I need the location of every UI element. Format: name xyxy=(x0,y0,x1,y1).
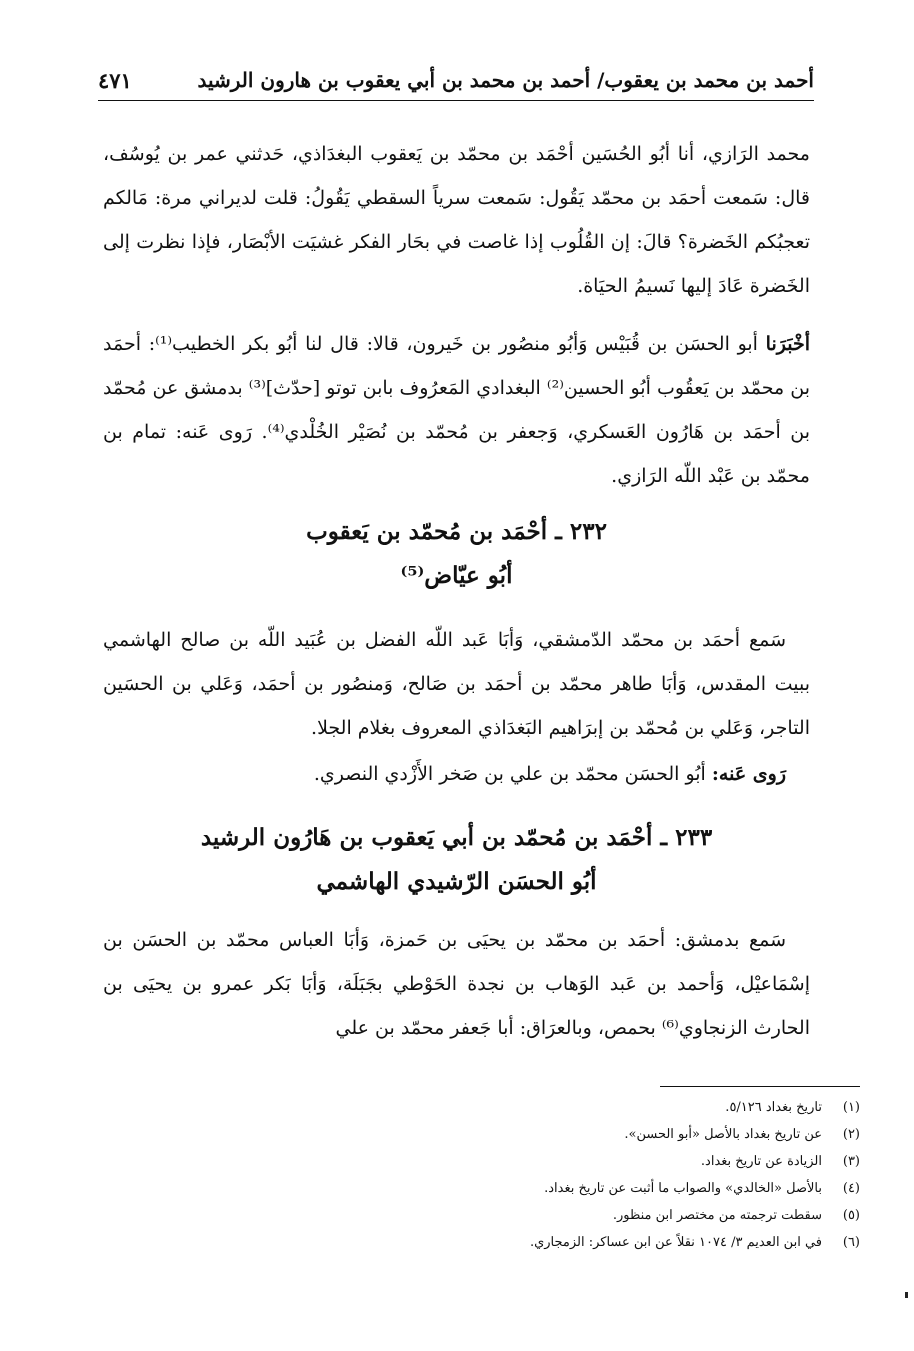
riwaya-text: أبُو الحسَن محمّد بن علي بن صَخر الأَزْدي النصري. xyxy=(313,763,706,785)
entry-233-subtitle: أبُو الحسَن الرّشيدي الهاشمي xyxy=(316,868,597,895)
entry-232-body xyxy=(103,618,810,750)
header-rule xyxy=(98,100,814,101)
entry-232-riwaya xyxy=(103,752,810,796)
akhbarana-paragraph-block xyxy=(103,322,810,498)
footnote-text: الزيادة عن تاريخ بغداد. xyxy=(700,1154,822,1169)
footnotes xyxy=(180,1094,860,1256)
entry-232-paragraph: سَمع أحمَد بن محمّد الدّمشقي، وَأبَا عَبد اللّه الفضل بن عُبَيد اللّه بن صالح الهاشمي ببيت المقدس، وَأبَا طاهر محمّد بن أحمَد بن صَالح، وَمنصُور بن أحمَد، وَعَلي بن الحسَين التاجر، وَعَلي بن مُحمّد بن إبرَاهيم البَغدَاذي المعروف بغلام الجلا. xyxy=(103,629,810,739)
footnote-item xyxy=(180,1121,860,1148)
running-header-title: أحمد بن محمد بن يعقوب/ أحمد بن محمد بن أبي يعقوب بن هارون الرشيد xyxy=(197,68,814,92)
footnote-text: سقطت ترجمته من مختصر ابن منظور. xyxy=(612,1208,822,1223)
footnote-number: (٢) xyxy=(842,1127,860,1142)
top-paragraph-block xyxy=(103,132,810,308)
entry-232-title: ٢٣٢ ـ أحْمَد بن مُحمّد بن يَعقوب xyxy=(306,518,607,545)
entry-232-subtitle: أبُو عيّاض⁽⁵⁾ xyxy=(400,562,513,589)
running-header xyxy=(98,66,814,102)
scan-edge-mark xyxy=(905,1292,908,1298)
footnote-text: تاريخ بغداد ٥/١٢٦. xyxy=(725,1100,822,1115)
footnote-item xyxy=(180,1148,860,1175)
footnote-rule xyxy=(660,1086,860,1087)
footnote-item xyxy=(180,1175,860,1202)
akhbarana-text: أبو الحسَن بن قُبَيْس وَأبُو منصُور بن خَيرون، قالا: قال لنا أبُو بكر الخطيب⁽¹⁾: أحمَد بن محمّد بن يَعقُوب أبُو الحسين⁽²⁾ البغدادي المَعرُوف بابن توتو [حدّث]⁽³⁾ بدمشق عن مُحمّد بن أحمَد بن هَارُون العَسكري، وَجعفر بن مُحمّد بن نُصَيْر الخُلْدي⁽⁴⁾. رَوى عَنه: تمام بن محمّد بن عَبْد اللّه الرَازي. xyxy=(103,333,810,487)
footnote-text: في ابن العديم ٣/ ١٠٧٤ نقلاً عن ابن عساكر: الزمجاري. xyxy=(529,1235,822,1250)
akhbarana-paragraph xyxy=(103,322,810,498)
top-paragraph: محمد الرَازي، أنا أبُو الحُسَين أحْمَد بن محمّد بن يَعقوب البغدَاذي، حَدثني عمر بن يُوسُف، قال: سَمعت أحمَد بن محمّد يَقُول: سَمعت سرياً السقطي يَقُولُ: قلت لديراني مرة: مَالكم تعجبُكم الخَضرة؟ قالَ: إن القُلُوب إذا غاصت في بحَار الفكر غشيَت الأبْصَار، فإذا نظرت إلى الخَضرة عَادَ إليها نَسيمُ الحيَاة. xyxy=(103,143,810,297)
entry-233-title: ٢٣٣ ـ أحْمَد بن مُحمّد بن أبي يَعقوب بن هَارُون الرشيد xyxy=(200,824,713,851)
footnote-text: عن تاريخ بغداد بالأصل «أبو الحسن». xyxy=(624,1127,822,1142)
footnote-item xyxy=(180,1202,860,1229)
riwaya-keyword: رَوى عَنه: xyxy=(711,763,786,785)
entry-233-body xyxy=(103,918,810,1050)
footnote-number: (٤) xyxy=(842,1181,860,1196)
page-number: ٤٧١ xyxy=(98,68,132,93)
footnote-number: (١) xyxy=(842,1100,860,1115)
footnote-number: (٥) xyxy=(842,1208,860,1223)
akhbarana-keyword: أخْبَرَنا xyxy=(765,333,810,355)
footnote-number: (٣) xyxy=(842,1154,860,1169)
footnote-item xyxy=(180,1094,860,1121)
footnote-number: (٦) xyxy=(842,1235,860,1250)
footnote-item xyxy=(180,1229,860,1256)
entry-232-riwaya-block xyxy=(103,752,810,796)
entry-233-paragraph: سَمع بدمشق: أحمَد بن محمّد بن يحيَى بن حَمزة، وَأبَا العباس محمّد بن الحسَن بن إسْمَاعيْل، وَأحمد بن عَبد الوَهاب بن نجدة الحَوْطي بجَبَلَة، وَأبَا بَكر عمرو بن يحيَى بن الحارث الزنجاوي⁽⁶⁾ بحمص، وبالعرَاق: أبا جَعفر محمّد بن علي xyxy=(103,929,810,1039)
footnote-text: بالأصل «الخالدي» والصواب ما أثبت عن تاريخ بغداد. xyxy=(544,1181,822,1196)
